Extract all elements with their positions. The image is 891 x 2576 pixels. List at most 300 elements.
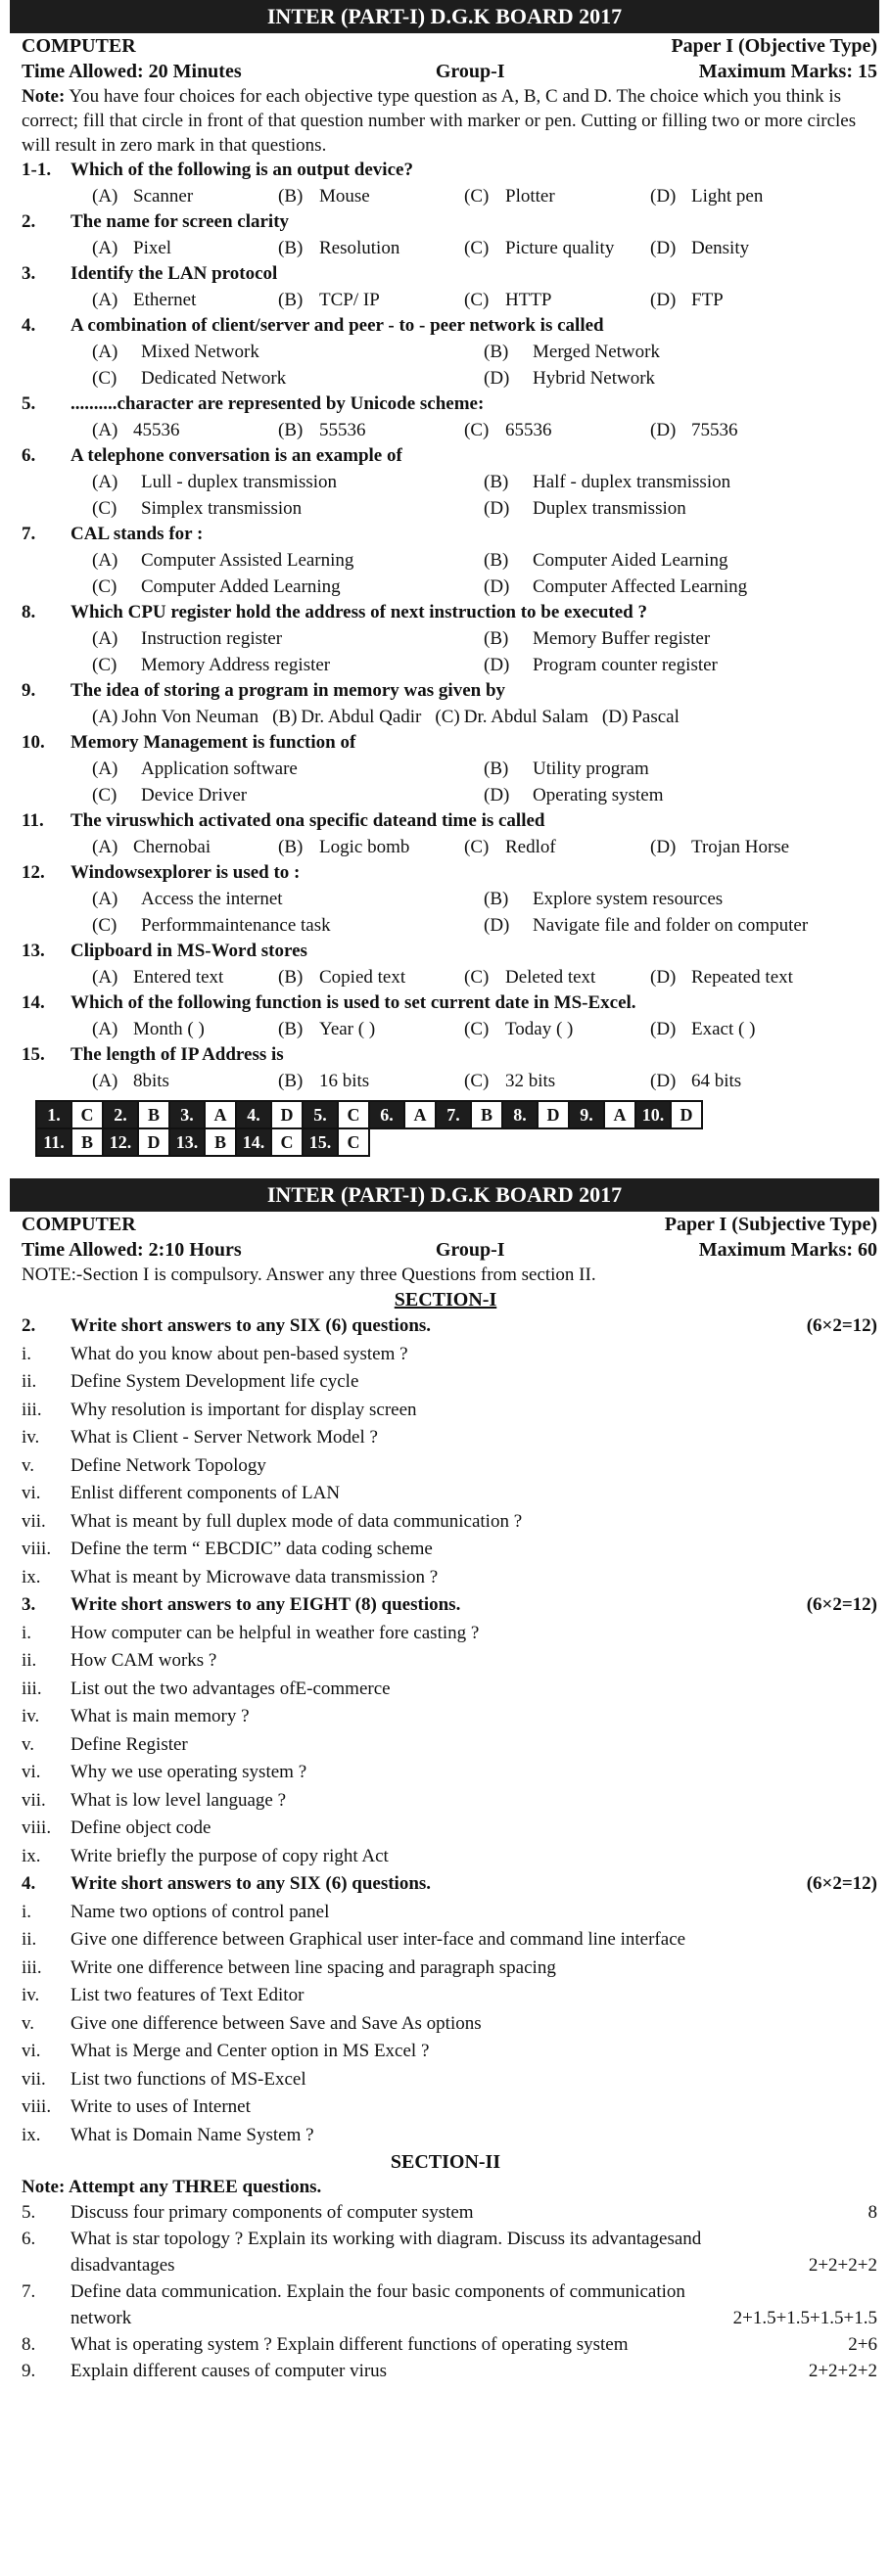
item-text: How CAM works ? xyxy=(70,1650,217,1671)
mcq-list xyxy=(0,158,891,1094)
mcq-options xyxy=(22,756,877,808)
paper-type: Paper I (Objective Type) xyxy=(671,35,877,57)
question-instruction: Write short answers to any SIX (6) questions. xyxy=(70,1873,432,1894)
item-number: i. xyxy=(22,1622,32,1643)
question-text: What is operating system ? Explain different functions of operating system xyxy=(70,2334,629,2355)
item-number: v. xyxy=(22,1454,35,1476)
question-number: 7. xyxy=(22,2281,36,2302)
question-marks: 8 xyxy=(868,2202,877,2223)
item-number: ii. xyxy=(22,1371,37,1392)
option-text: Mouse xyxy=(319,186,370,207)
question-instruction: Write short answers to any SIX (6) questions. xyxy=(70,1315,432,1336)
long-question xyxy=(0,2331,891,2358)
answer-key-number: 2. xyxy=(103,1101,138,1128)
question-text: Which CPU register hold the address of next instruction to be executed ? xyxy=(70,602,647,622)
mcq-option xyxy=(92,495,484,522)
question-text: The viruswhich activated ona specific dateand time is called xyxy=(70,810,545,831)
long-question-list xyxy=(0,2199,891,2384)
option-letter: (A) xyxy=(92,186,118,207)
option-text: Computer Affected Learning xyxy=(533,576,748,597)
option-letter: (C) xyxy=(92,368,117,389)
option-letter: (A) xyxy=(92,238,118,258)
mcq-option xyxy=(484,547,875,574)
question-number: 9. xyxy=(22,680,36,701)
mcq-question-line xyxy=(22,730,877,756)
answer-key-number: 3. xyxy=(169,1101,205,1128)
answer-key-choice: A xyxy=(205,1101,236,1128)
answer-key-number: 5. xyxy=(303,1101,338,1128)
answer-key-choice: B xyxy=(205,1128,236,1156)
item-text: Define Network Topology xyxy=(70,1454,266,1476)
option-letter: (D) xyxy=(650,420,677,440)
answer-key-number: 4. xyxy=(236,1101,271,1128)
mcq-question xyxy=(0,443,891,522)
option-letter: (C) xyxy=(464,290,490,310)
answer-key-number: 7. xyxy=(436,1101,471,1128)
mcq-question-line xyxy=(22,990,877,1016)
answer-key-number: 6. xyxy=(369,1101,404,1128)
option-text: Plotter xyxy=(505,186,555,207)
option-text: Pascal xyxy=(632,707,680,727)
subject-label: COMPUTER xyxy=(22,1214,136,1235)
item-text: Write to uses of Internet xyxy=(70,2096,251,2117)
mcq-option xyxy=(92,704,258,730)
option-text: Simplex transmission xyxy=(141,498,303,519)
option-text: Resolution xyxy=(319,238,400,258)
group-label: Group-I xyxy=(435,61,505,82)
answer-key-number: 15. xyxy=(303,1128,338,1156)
subjective-note: NOTE:-Section I is compulsory. Answer any three Questions from section II. xyxy=(22,1265,596,1285)
option-text: Logic bomb xyxy=(319,837,410,857)
option-letter: (B) xyxy=(484,889,509,909)
question-number: 4. xyxy=(22,315,36,336)
mcq-option xyxy=(484,469,875,495)
option-letter: (B) xyxy=(484,628,509,649)
item-text: Define System Development life cycle xyxy=(70,1371,359,1392)
question-text: Which of the following function is used to set current date in MS-Excel. xyxy=(70,992,636,1013)
item-number: iv. xyxy=(22,1427,40,1448)
question-text-continued: disadvantages xyxy=(70,2255,175,2276)
option-text: Ethernet xyxy=(133,290,197,310)
question-marks: 2+2+2+2 xyxy=(808,2255,877,2276)
option-text: Memory Address register xyxy=(141,655,331,675)
option-letter: (C) xyxy=(464,1019,490,1039)
item-text: Define Register xyxy=(70,1733,188,1755)
mcq-question xyxy=(0,391,891,443)
mcq-options xyxy=(22,834,877,860)
subjective-banner: INTER (PART-I) D.G.K BOARD 2017 xyxy=(10,1178,879,1212)
item-text: Write briefly the purpose of copy right Act xyxy=(70,1845,389,1866)
option-letter: (C) xyxy=(464,967,490,988)
item-text: List two functions of MS-Excel xyxy=(70,2068,306,2090)
short-question-item xyxy=(0,2038,891,2066)
question-instruction: Write short answers to any EIGHT (8) questions. xyxy=(70,1594,461,1615)
option-letter: (D) xyxy=(650,186,677,207)
mcq-options xyxy=(22,469,877,522)
answer-key-row xyxy=(36,1101,702,1128)
question-number: 2. xyxy=(22,211,36,232)
mcq-option xyxy=(278,287,464,313)
question-number: 14. xyxy=(22,992,45,1013)
short-question-groups xyxy=(0,1312,891,2149)
short-question-item xyxy=(0,1926,891,1955)
option-text: Light pen xyxy=(691,186,764,207)
question-body xyxy=(70,2226,877,2278)
item-number: vii. xyxy=(22,2068,46,2090)
question-body xyxy=(70,2331,848,2358)
mcq-option xyxy=(484,339,875,365)
answer-key-choice: B xyxy=(471,1101,502,1128)
short-question-item xyxy=(0,2010,891,2039)
mcq-question xyxy=(0,261,891,313)
option-letter: (B) xyxy=(484,759,509,779)
option-letter: (B) xyxy=(278,1019,304,1039)
mcq-options xyxy=(22,1016,877,1042)
option-letter: (C) xyxy=(464,1071,490,1091)
item-text: Why resolution is important for display screen xyxy=(70,1399,417,1420)
mcq-options xyxy=(22,704,877,730)
mcq-option xyxy=(278,1016,464,1042)
mcq-question xyxy=(0,678,891,730)
option-letter: (D) xyxy=(484,915,510,936)
mcq-option xyxy=(92,756,484,782)
option-letter: (B) xyxy=(278,967,304,988)
mcq-option xyxy=(464,235,650,261)
item-number: iii. xyxy=(22,1956,42,1978)
mcq-option xyxy=(464,183,650,209)
mcq-option xyxy=(650,834,836,860)
option-text: HTTP xyxy=(505,290,552,310)
question-marks: (6×2=12) xyxy=(806,1315,877,1336)
mcq-option xyxy=(92,782,484,808)
answer-key-choice: D xyxy=(671,1101,702,1128)
mcq-question-line xyxy=(22,391,877,417)
option-letter: (C) xyxy=(464,420,490,440)
option-text: Computer Assisted Learning xyxy=(141,550,354,571)
mcq-option xyxy=(650,235,836,261)
item-number: viii. xyxy=(22,1539,52,1559)
question-number: 11. xyxy=(22,810,44,831)
mcq-options xyxy=(22,964,877,990)
mcq-question xyxy=(0,209,891,261)
item-text: Write one difference between line spacing and paragraph spacing xyxy=(70,1956,556,1978)
question-text: Explain different causes of computer virus xyxy=(70,2361,388,2381)
mcq-option xyxy=(484,574,875,600)
subjective-subject-row xyxy=(0,1212,891,1237)
mcq-question xyxy=(0,730,891,808)
note-label: Note: xyxy=(22,86,66,107)
option-letter: (C) xyxy=(92,498,117,519)
option-letter: (A) xyxy=(92,472,118,492)
answer-key-number: 14. xyxy=(236,1128,271,1156)
question-body xyxy=(70,2199,868,2226)
question-text: ..........character are represented by Unicode scheme: xyxy=(70,393,485,414)
option-letter: (D) xyxy=(484,368,510,389)
question-body xyxy=(70,2358,809,2384)
mcq-options xyxy=(22,625,877,678)
option-text: John Von Neuman xyxy=(121,707,259,727)
question-text: Clipboard in MS-Word stores xyxy=(70,941,307,961)
question-number: 6. xyxy=(22,445,36,466)
option-letter: (D) xyxy=(650,1071,677,1091)
option-text: Density xyxy=(691,238,750,258)
question-text: Memory Management is function of xyxy=(70,732,356,753)
mcq-question xyxy=(0,990,891,1042)
mcq-option xyxy=(484,625,875,652)
mcq-option xyxy=(650,1016,836,1042)
option-letter: (D) xyxy=(601,707,629,727)
mcq-option xyxy=(484,495,875,522)
option-text: Scanner xyxy=(133,186,194,207)
note-text: You have four choices for each objective type question as A, B, C and D. The choice which you think is correct; fill that circle in front of that question number with marker or pen. Cutting or filling two or more circles will result in zero mark in that questions. xyxy=(22,86,857,156)
item-text: What is Merge and Center option in MS Excel ? xyxy=(70,2041,430,2061)
option-letter: (D) xyxy=(650,967,677,988)
mcq-option xyxy=(92,834,278,860)
option-text: TCP/ IP xyxy=(319,290,380,310)
option-text: Memory Buffer register xyxy=(533,628,711,649)
option-text: Performmaintenance task xyxy=(141,915,331,936)
question-marks: (6×2=12) xyxy=(806,1873,877,1894)
option-letter: (D) xyxy=(650,238,677,258)
item-text: Define object code xyxy=(70,1817,211,1838)
objective-paper xyxy=(0,0,891,1157)
option-text: 32 bits xyxy=(505,1071,556,1091)
option-letter: (A) xyxy=(92,1071,118,1091)
item-number: ix. xyxy=(22,1845,41,1866)
question-marks: (6×2=12) xyxy=(806,1594,877,1615)
answer-key-number: 12. xyxy=(103,1128,138,1156)
mcq-option xyxy=(484,365,875,391)
option-letter: (C) xyxy=(92,915,117,936)
long-question xyxy=(0,2358,891,2384)
item-number: iii. xyxy=(22,1678,42,1699)
time-allowed: Time Allowed: 2:10 Hours xyxy=(22,1239,242,1261)
item-number: ii. xyxy=(22,1650,37,1671)
mcq-question xyxy=(0,860,891,939)
mcq-question xyxy=(0,313,891,391)
question-number: 2. xyxy=(22,1315,36,1336)
option-letter: (C) xyxy=(435,707,460,727)
mcq-option xyxy=(272,704,421,730)
question-number: 13. xyxy=(22,941,45,961)
section-1-title: SECTION-I xyxy=(394,1289,497,1311)
item-text: What is low level language ? xyxy=(70,1789,287,1811)
short-question-item xyxy=(0,1647,891,1676)
answer-key-row xyxy=(36,1128,702,1156)
item-number: vi. xyxy=(22,1483,41,1503)
item-text: Why we use operating system ? xyxy=(70,1762,307,1782)
mcq-question-line xyxy=(22,1042,877,1068)
short-question-item xyxy=(0,1564,891,1592)
option-letter: (B) xyxy=(278,1071,304,1091)
mcq-option xyxy=(464,834,650,860)
question-number: 5. xyxy=(22,393,36,414)
item-number: iii. xyxy=(22,1399,42,1420)
option-text: Device Driver xyxy=(141,785,248,805)
option-letter: (D) xyxy=(484,498,510,519)
mcq-option xyxy=(278,417,464,443)
short-question-item xyxy=(0,1731,891,1760)
item-text: What is Client - Server Network Model ? xyxy=(70,1427,378,1448)
option-text: Exact ( ) xyxy=(691,1019,756,1039)
question-text: A telephone conversation is an example of xyxy=(70,445,402,466)
option-text: Operating system xyxy=(533,785,664,805)
question-text: Define data communication. Explain the four basic components of communication xyxy=(70,2281,685,2302)
objective-subject-row xyxy=(0,33,891,59)
short-question-item xyxy=(0,1955,891,1983)
mcq-option xyxy=(278,1068,464,1094)
short-question-item xyxy=(0,1536,891,1564)
item-number: vii. xyxy=(22,1789,46,1811)
short-question-item xyxy=(0,1703,891,1731)
mcq-option xyxy=(650,1068,836,1094)
mcq-option xyxy=(278,235,464,261)
option-text: Mixed Network xyxy=(141,342,259,362)
option-letter: (D) xyxy=(650,290,677,310)
mcq-option xyxy=(278,183,464,209)
option-text: Instruction register xyxy=(141,628,283,649)
mcq-question xyxy=(0,522,891,600)
question-number: 9. xyxy=(22,2361,36,2381)
option-letter: (A) xyxy=(92,290,118,310)
option-text: FTP xyxy=(691,290,724,310)
maximum-marks: Maximum Marks: 60 xyxy=(698,1239,877,1261)
mcq-question xyxy=(0,158,891,209)
item-text: List out the two advantages ofE-commerce xyxy=(70,1678,391,1699)
group-label: Group-I xyxy=(435,1239,505,1261)
mcq-option xyxy=(92,625,484,652)
option-letter: (A) xyxy=(92,420,118,440)
mcq-option xyxy=(278,834,464,860)
option-letter: (A) xyxy=(92,889,118,909)
question-number: 10. xyxy=(22,732,45,753)
mcq-options xyxy=(22,417,877,443)
item-text: What is meant by full duplex mode of data communication ? xyxy=(70,1510,523,1532)
mcq-question xyxy=(0,939,891,990)
answer-key-choice: D xyxy=(271,1101,303,1128)
question-text: The length of IP Address is xyxy=(70,1044,284,1065)
question-marks: 2+2+2+2 xyxy=(808,2361,877,2381)
item-text: Give one difference between Save and Save As options xyxy=(70,2012,482,2034)
question-text: Which of the following is an output device? xyxy=(70,160,413,180)
option-text: 75536 xyxy=(691,420,738,440)
question-body xyxy=(70,2278,877,2331)
answer-key-choice: B xyxy=(71,1128,103,1156)
paper-type: Paper I (Subjective Type) xyxy=(664,1214,877,1235)
option-text: Trojan Horse xyxy=(691,837,790,857)
mcq-option xyxy=(464,287,650,313)
question-number: 5. xyxy=(22,2202,36,2223)
question-marks: 2+1.5+1.5+1.5+1.5 xyxy=(732,2308,877,2328)
question-continuation xyxy=(70,2305,877,2331)
mcq-options xyxy=(22,287,877,313)
item-text: What is meant by Microwave data transmission ? xyxy=(70,1566,439,1587)
item-text: Enlist different components of LAN xyxy=(70,1483,341,1503)
mcq-option xyxy=(484,912,875,939)
option-letter: (A) xyxy=(92,628,118,649)
option-text: Computer Added Learning xyxy=(141,576,341,597)
mcq-option xyxy=(92,339,484,365)
answer-key-number: 10. xyxy=(635,1101,671,1128)
item-text: How computer can be helpful in weather fore casting ? xyxy=(70,1622,480,1643)
mcq-option xyxy=(484,652,875,678)
short-question-item xyxy=(0,1815,891,1843)
short-question-item xyxy=(0,1787,891,1816)
short-question-heading xyxy=(0,1591,891,1620)
option-text: Copied text xyxy=(319,967,406,988)
short-question-item xyxy=(0,1341,891,1369)
question-continuation xyxy=(70,2252,877,2278)
option-text: 64 bits xyxy=(691,1071,742,1091)
option-letter: (D) xyxy=(484,576,510,597)
paper-divider xyxy=(0,1157,891,1178)
option-letter: (B) xyxy=(278,420,304,440)
mcq-option xyxy=(92,235,278,261)
option-letter: (B) xyxy=(484,342,509,362)
section-2-title: SECTION-II xyxy=(390,2151,501,2173)
answer-key-choice: C xyxy=(71,1101,103,1128)
question-number: 8. xyxy=(22,2334,36,2355)
option-letter: (C) xyxy=(464,837,490,857)
item-number: vi. xyxy=(22,2041,41,2061)
mcq-option xyxy=(602,704,680,730)
objective-banner: INTER (PART-I) D.G.K BOARD 2017 xyxy=(10,0,879,33)
short-question-item xyxy=(0,2122,891,2150)
option-letter: (C) xyxy=(92,785,117,805)
short-question-item xyxy=(0,1508,891,1537)
question-number: 3. xyxy=(22,263,36,284)
short-question-item xyxy=(0,1620,891,1648)
option-text: Half - duplex transmission xyxy=(533,472,731,492)
item-number: ix. xyxy=(22,2124,41,2145)
mcq-question-line xyxy=(22,158,877,183)
question-number: 3. xyxy=(22,1594,36,1615)
answer-key-choice: C xyxy=(338,1128,369,1156)
mcq-question-line xyxy=(22,209,877,235)
item-number: v. xyxy=(22,2012,35,2034)
option-letter: (C) xyxy=(92,576,117,597)
option-letter: (B) xyxy=(272,707,298,727)
option-text: Application software xyxy=(141,759,298,779)
mcq-question-line xyxy=(22,600,877,625)
mcq-option xyxy=(464,964,650,990)
question-text: What is star topology ? Explain its working with diagram. Discuss its advantagesand xyxy=(70,2229,702,2249)
option-letter: (D) xyxy=(484,655,510,675)
item-text: Give one difference between Graphical user inter-face and command line interface xyxy=(70,1929,686,1950)
answer-key-choice: B xyxy=(138,1101,169,1128)
mcq-question-line xyxy=(22,678,877,704)
short-question-item xyxy=(0,1368,891,1397)
item-text: Name two options of control panel xyxy=(70,1901,330,1922)
mcq-option xyxy=(464,417,650,443)
question-text: A combination of client/server and peer - to - peer network is called xyxy=(70,315,604,336)
option-letter: (A) xyxy=(92,550,118,571)
mcq-option xyxy=(92,886,484,912)
mcq-question xyxy=(0,808,891,860)
mcq-options xyxy=(22,886,877,939)
option-letter: (B) xyxy=(278,238,304,258)
option-text: Repeated text xyxy=(691,967,793,988)
answer-key-number: 11. xyxy=(36,1128,71,1156)
mcq-question-line xyxy=(22,522,877,547)
mcq-question-line xyxy=(22,860,877,886)
mcq-option xyxy=(278,964,464,990)
mcq-option xyxy=(650,183,836,209)
item-number: i. xyxy=(22,1901,32,1922)
option-letter: (A) xyxy=(92,1019,118,1039)
short-question-item xyxy=(0,1424,891,1452)
item-number: viii. xyxy=(22,2096,52,2117)
